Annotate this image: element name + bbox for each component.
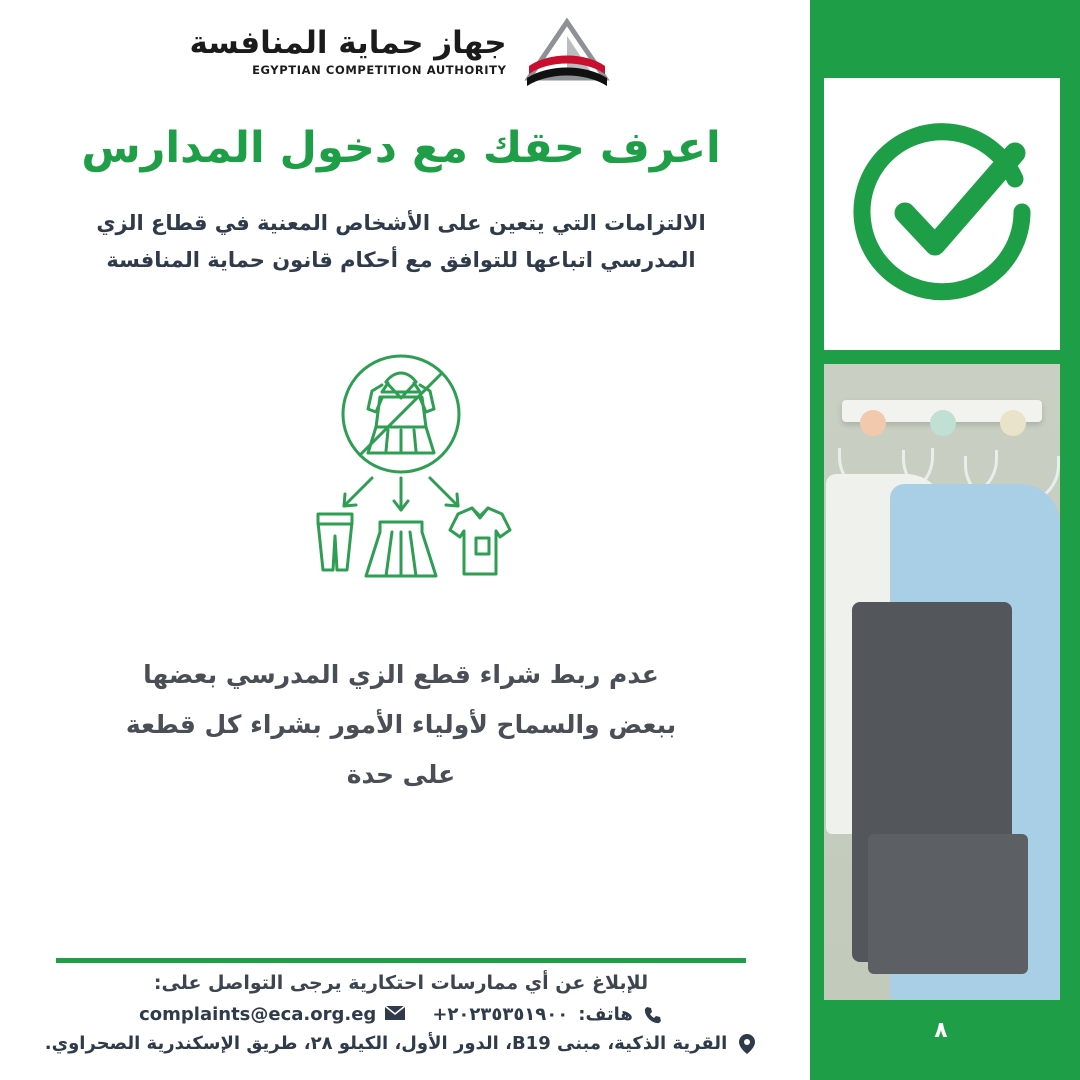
- phone-icon: [643, 1005, 663, 1025]
- subtitle-text: الالتزامات التي يتعين على الأشخاص المعنية في قطاع الزي المدرسي اتباعها للتوافق مع أحكام قانون حماية المنافسة: [96, 211, 706, 272]
- logo-arabic-name: جهاز حماية المنافسة: [189, 24, 507, 61]
- address-value: القرية الذكية، مبنى B19، الدور الأول، الكيلو ٢٨، طريق الإسكندرية الصحراوي.: [44, 1033, 728, 1054]
- envelope-icon: [386, 1005, 406, 1025]
- obligation-body-text: عدم ربط شراء قطع الزي المدرسي بعضها ببعض والسماح لأولياء الأمور بشراء كل قطعة على حدة: [125, 660, 677, 789]
- right-green-column: [802, 0, 1080, 1080]
- phone-value[interactable]: +٢٠٢٣٥٣٥١٩٠٠: [432, 1004, 569, 1025]
- footer-divider: [56, 958, 746, 963]
- footer-title: للإبلاغ عن أي ممارسات احتكارية يرجى التواصل على:: [153, 972, 649, 994]
- location-pin-icon: [737, 1034, 757, 1054]
- email-value[interactable]: complaints@eca.org.eg: [139, 1004, 377, 1025]
- check-card: [824, 78, 1060, 350]
- green-check-circle-icon: [847, 117, 1037, 311]
- page-title: اعرف حقك مع دخول المدارس: [81, 123, 721, 173]
- no-bundled-school-uniform-icon: [0, 352, 802, 587]
- uniform-photo: [824, 364, 1060, 1000]
- logo-english-name: EGYPTIAN COMPETITION AUTHORITY: [252, 62, 507, 77]
- phone-label: هاتف:: [578, 1004, 633, 1025]
- page-number: ٨: [934, 1018, 948, 1043]
- column-divider: [802, 0, 810, 1080]
- organization-logo: [0, 16, 802, 88]
- footer-contact: [40, 972, 762, 1054]
- eca-pyramid-logo-icon: [521, 16, 613, 88]
